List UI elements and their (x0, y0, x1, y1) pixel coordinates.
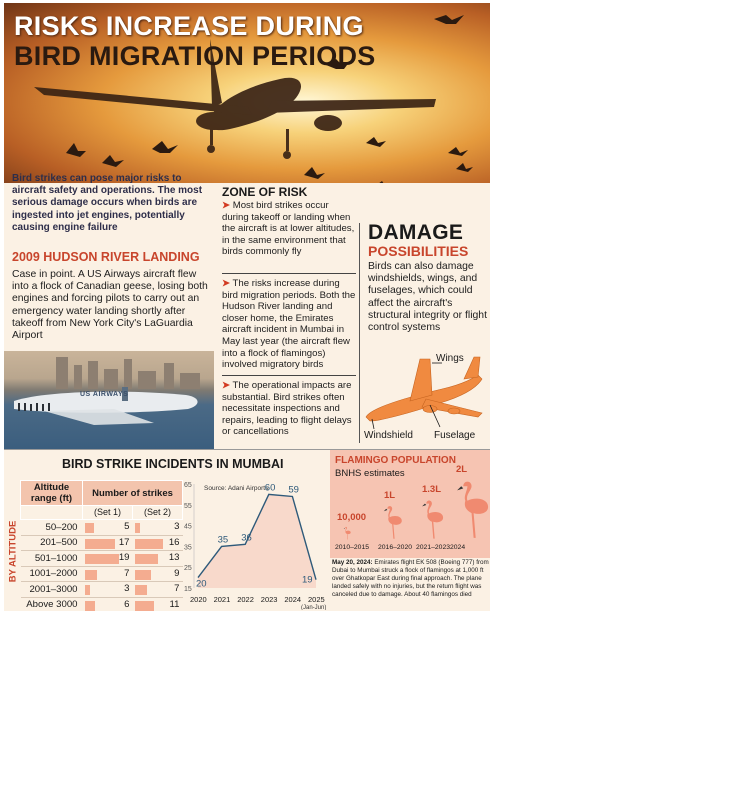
strike-bar (135, 570, 151, 580)
damage-subheading: POSSIBILITIES (368, 243, 469, 259)
strike-cell-set1 (83, 597, 133, 611)
strike-cell-set2 (133, 520, 183, 536)
year-chart (176, 478, 326, 610)
headline-line-1: RISKS INCREASE DURING (14, 11, 364, 41)
altitude-range: Above 3000 (21, 597, 83, 611)
damage-heading: DAMAGE (368, 221, 464, 244)
table-row (21, 566, 183, 582)
hero-banner (4, 3, 490, 183)
incident-text: Emirates flight EK 508 (Boeing 777) from Dubai to Mumbai struck a flock of flamingos at 1,000 ft over Ghatkopar East during final approach. The plane landed safely with no injuries, but the return flight was canceled due to damage. About 40 flamingos died (332, 559, 489, 599)
data-label: 60 (264, 482, 276, 494)
col-set2: (Set 2) (133, 506, 183, 520)
hudson-river-photo (4, 351, 214, 449)
altitude-range: 1001–2000 (21, 566, 83, 582)
headline-line-2: BIRD MIGRATION PERIODS (14, 41, 376, 71)
bottom-panel (4, 449, 490, 611)
flamingo-period: 2016–2020 (378, 544, 413, 551)
chart-area (198, 494, 316, 588)
strike-value: 3 (124, 583, 130, 594)
table-row (21, 535, 183, 551)
altitude-range: 2001–3000 (21, 582, 83, 598)
flamingo-period: 2021–2023 (416, 544, 451, 551)
strike-cell-set2 (133, 551, 183, 567)
zone-point-1 (222, 200, 356, 258)
data-label: 20 (196, 578, 207, 590)
flamingo-value: 2L (456, 464, 468, 475)
flamingo-icon (382, 504, 407, 540)
y-tick-label: 15 (184, 586, 192, 593)
hudson-text: Case in point. A US Airways aircraft flew into a flock of Canadian geese, losing both engines and forcing pilots to carry out an emergency water landing shortly after takeoff from New York City's LaGuardia Airport (12, 269, 208, 342)
strikes-table (20, 480, 183, 611)
altitude-range: 201–500 (21, 535, 83, 551)
damage-plane-diagram (360, 349, 490, 429)
strike-bar (135, 601, 155, 611)
x-tick-label: 2025 (308, 595, 325, 604)
data-label: 35 (217, 534, 229, 546)
flamingo-icon (454, 478, 490, 540)
strike-cell-set1 (83, 535, 133, 551)
strikes-table-body (21, 520, 183, 612)
flamingo-panel (330, 450, 490, 558)
divider (222, 273, 356, 274)
strike-value: 17 (118, 536, 130, 548)
flamingo-icon (343, 526, 353, 540)
data-label: 19 (302, 574, 313, 586)
strike-cell-set1 (83, 520, 133, 536)
strike-bar (135, 585, 148, 595)
strike-cell-set1 (83, 582, 133, 598)
altitude-range: 50–200 (21, 520, 83, 536)
y-tick-label: 65 (184, 482, 192, 489)
strike-cell-set1 (83, 566, 133, 582)
divider (222, 375, 356, 376)
table-row (21, 551, 183, 567)
strike-bar (135, 554, 158, 564)
hudson-heading: 2009 HUDSON RIVER LANDING (12, 250, 200, 264)
strike-bar (85, 585, 90, 595)
chart-marks (196, 482, 316, 589)
strike-bar (135, 523, 140, 533)
col-number: Number of strikes (83, 481, 183, 506)
strike-cell-set2 (133, 582, 183, 598)
incident-date: May 20, 2024: (332, 559, 373, 566)
table-row (21, 582, 183, 598)
flamingo-period: 2010–2015 (335, 544, 370, 551)
strike-value: 7 (124, 567, 130, 579)
strike-cell-set2 (133, 535, 183, 551)
y-tick-label: 55 (184, 502, 192, 510)
strike-cell-set1 (83, 551, 133, 567)
data-label: 36 (241, 532, 252, 544)
photo-plane-livery: US AIRWAYS (80, 391, 129, 398)
label-wings: Wings (436, 353, 464, 364)
strike-value: 5 (124, 521, 130, 532)
x-tick-label: 2024 (284, 595, 302, 604)
y-tick-label: 35 (184, 544, 192, 552)
y-tick-label: 45 (184, 523, 192, 531)
strike-cell-set2 (133, 597, 183, 611)
col-set1: (Set 1) (83, 506, 133, 520)
flamingo-value: 1L (384, 490, 396, 501)
flamingo-period: 2024 (450, 544, 466, 551)
strike-value: 6 (124, 598, 130, 610)
x-tick-label: 2022 (237, 595, 254, 604)
vertical-label: BY ALTITUDE (7, 520, 19, 583)
flamingo-subheading: BNHS estimates (335, 468, 405, 479)
flamingo-value: 10,000 (337, 512, 367, 523)
col-blank (21, 506, 83, 520)
intro-text: Bird strikes can pose major risks to aircraft safety and operations. The most serious damage occurs when birds are ingested into jet engines, potentially causing engine failure (12, 173, 203, 233)
table-row (21, 597, 183, 611)
strike-bar (85, 601, 96, 611)
strike-cell-set2 (133, 566, 183, 582)
zone-heading: ZONE OF RISK (222, 185, 308, 199)
label-windshield: Windshield (364, 430, 413, 441)
zone-point-2 (222, 278, 356, 371)
zone-point-1-text: Most bird strikes occur during takeoff or landing when the aircraft is at lower altitudes, in the same environment that birds commonly fly (222, 200, 355, 258)
arrow-icon: ➤ (222, 380, 231, 391)
infographic (4, 3, 490, 611)
flamingo-heading: FLAMINGO POPULATION (335, 455, 456, 466)
strike-value: 16 (168, 536, 180, 548)
arrow-icon: ➤ (222, 200, 231, 211)
flamingo-value: 1.3L (422, 484, 442, 495)
x-tick-label: 2023 (260, 595, 278, 604)
x-note: (Jan-Jun) (301, 605, 326, 610)
strikes-title: BIRD STRIKE INCIDENTS IN MUMBAI (62, 457, 284, 471)
incident-note (332, 559, 490, 599)
strike-bar (85, 554, 119, 564)
damage-text: Birds can also damage windshields, wings, and fuselages, which could affect the aircraft's structural integrity or flight control systems (368, 261, 487, 334)
strike-value: 13 (168, 552, 180, 563)
hudson-photo-illustration (4, 351, 214, 449)
col-altitude: Altitude range (ft) (21, 481, 83, 506)
strike-value: 3 (174, 521, 180, 532)
arrow-icon: ➤ (222, 278, 231, 289)
altitude-range: 501–1000 (21, 551, 83, 567)
table-row (21, 520, 183, 536)
x-tick-label: 2021 (213, 595, 231, 604)
strike-value: 19 (118, 552, 130, 563)
data-label: 59 (288, 484, 299, 496)
x-tick-label: 2020 (190, 595, 207, 604)
y-tick-label: 25 (184, 565, 192, 573)
strike-bar (135, 539, 164, 549)
label-fuselage: Fuselage (434, 430, 476, 441)
zone-point-3 (222, 380, 356, 438)
strike-value: 7 (174, 583, 180, 594)
zone-point-3-text: The operational impacts are substantial. Bird strikes often necessitate inspections and repairs, leading to flight delays or cancellations (222, 380, 352, 438)
strike-bar (85, 523, 94, 533)
zone-point-2-text: The risks increase during bird migration periods. Both the Hudson River landing and closer home, the Emirates aircraft incident in Mumbai in May last year (the aircraft flew into a flock of flamingos) involved migratory birds (222, 278, 356, 371)
strike-value: 9 (174, 567, 180, 579)
strike-bar (85, 539, 116, 549)
flamingo-icon (420, 498, 449, 540)
strike-bar (85, 570, 98, 580)
chart-source: Source: Adani Airports (204, 485, 269, 492)
strike-value: 11 (169, 598, 180, 610)
